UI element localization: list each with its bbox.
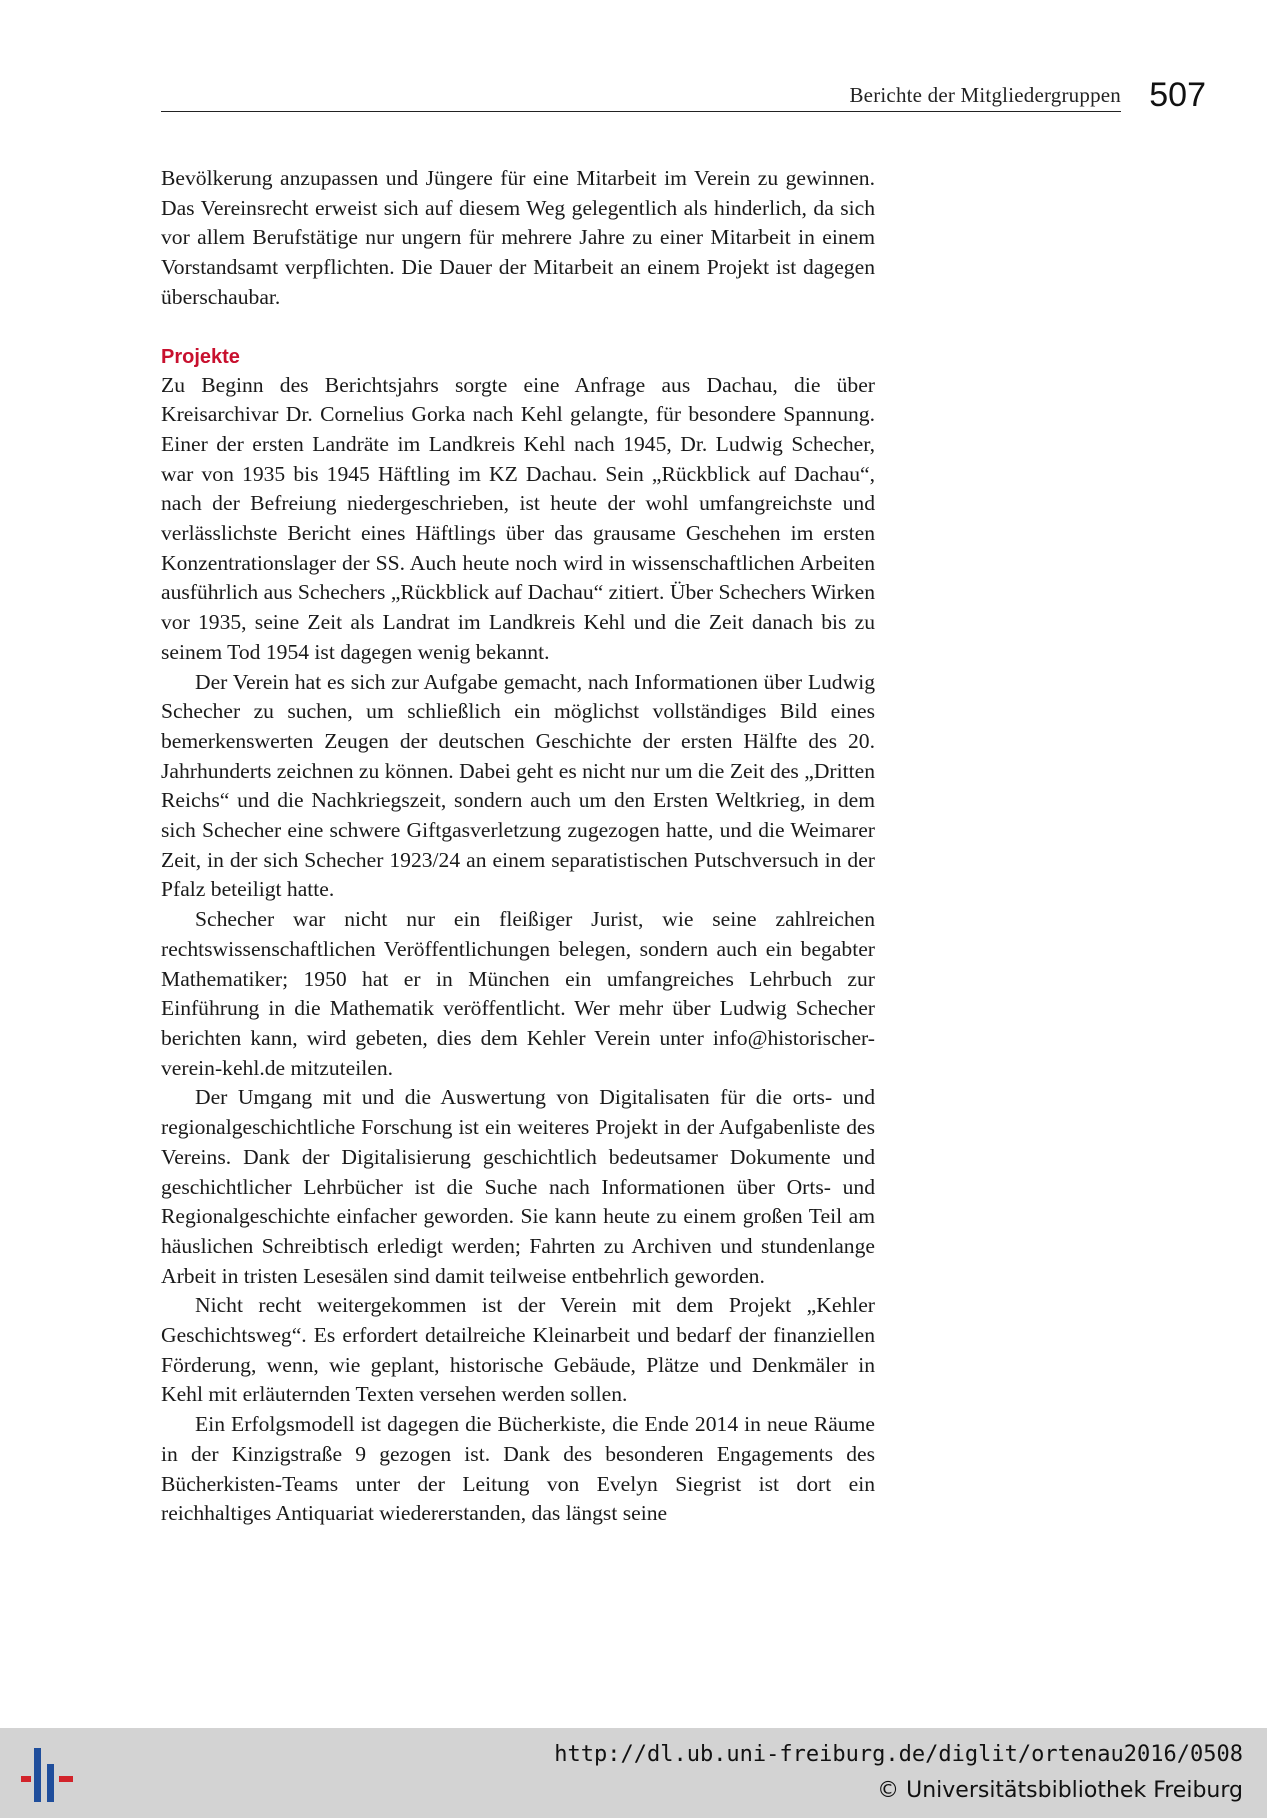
body-text (161, 164, 875, 1529)
paragraph-3: Schecher war nicht nur ein fleißiger Jurist, wie seine zahlreichen rechtswissenschaftlichen Veröffentlichungen belegen, sondern auch ein begabter Mathematiker; 1950 hat er in München ein umfangreiches Lehrbuch zur Einführung in die Mathematik veröffentlicht. Wer mehr über Ludwig Schecher berichten kann, wird gebeten, dies dem Kehler Verein unter info@historischer-verein-kehl.de mitzuteilen. (161, 907, 875, 1080)
page-header (161, 78, 1206, 118)
header-rule (161, 111, 1121, 112)
footer-bar (0, 1728, 1267, 1818)
paragraph-4: Der Umgang mit und die Auswertung von Digitalisaten für die orts- und regionalgeschichtliche Forschung ist ein weiteres Projekt in der Aufgabenliste des Vereins. Dank der Digitalisierung geschichtlich bedeutsamer Dokumente und geschichtlicher Lehrbücher ist die Suche nach Informationen über Orts- und Regionalgeschichte einfacher geworden. Sie kann heute zu einem großen Teil am häuslichen Schreibtisch erledigt werden; Fahrten zu Archiven und stundenlange Arbeit in tristen Lesesälen sind damit teilweise entbehrlich geworden. (161, 1085, 875, 1288)
footer-copyright: © Universitätsbibliothek Freiburg (877, 1778, 1243, 1803)
page-number: 507 (1149, 76, 1206, 114)
paragraph-1: Zu Beginn des Berichtsjahrs sorgte eine Anfrage aus Dachau, die über Kreisarchivar Dr. Cornelius Gorka nach Kehl gelangte, für besondere Spannung. Einer der ersten Landräte im Landkreis Kehl nach 1945, Dr. Ludwig Schecher, war von 1935 bis 1945 Häftling im KZ Dachau. Sein „Rückblick auf Dachau“, nach der Befreiung niedergeschrieben, ist heute der wohl umfangreichste und verlässlichste Bericht eines Häftlings über das grausame Geschehen im ersten Konzentrationslager der SS. Auch heute noch wird in wissenschaftlichen Arbeiten ausführlich aus Schechers „Rückblick auf Dachau“ zitiert. Über Schechers Wirken vor 1935, seine Zeit als Landrat im Landkreis Kehl und die Zeit danach bis zu seinem Tod 1954 ist dagegen wenig bekannt. (161, 372, 875, 664)
ub-freiburg-logo-icon (14, 1742, 82, 1808)
running-title: Berichte der Mitgliedergruppen (849, 83, 1121, 107)
paragraph-5: Nicht recht weitergekommen ist der Verein mit dem Projekt „Kehler Geschichtsweg“. Es erfordert detailreiche Kleinarbeit und bedarf der finanziellen Förderung, wenn, wie geplant, historische Gebäude, Plätze und Denkmäler in Kehl mit erläuternden Texten versehen werden sollen. (161, 1293, 875, 1407)
paragraph-6: Ein Erfolgsmodell ist dagegen die Bücherkiste, die Ende 2014 in neue Räume in der Kinzigstraße 9 gezogen ist. Dank des besonderen Engagements des Bücherkisten-Teams unter der Leitung von Evelyn Siegrist ist dort ein reichhaltiges Antiquariat wiedererstanden, das längst seine (161, 1412, 875, 1526)
paragraph-2: Der Verein hat es sich zur Aufgabe gemacht, nach Informationen über Ludwig Schecher zu suchen, um schließlich ein möglichst vollständiges Bild eines bemerkenswerten Zeugen der deutschen Geschichte der ersten Hälfte des 20. Jahrhunderts zeichnen zu können. Dabei geht es nicht nur um die Zeit des „Dritten Reichs“ und die Nachkriegszeit, sondern auch um den Ersten Weltkrieg, in dem sich Schecher eine schwere Giftgasverletzung zugezogen hatte, und die Weimarer Zeit, in der sich Schecher 1923/24 an einem separatistischen Putschversuch in der Pfalz beteiligt hatte. (161, 669, 875, 902)
footer-url-link[interactable]: http://dl.ub.uni-freiburg.de/diglit/ortenau2016/0508 (554, 1742, 1243, 1767)
intro-paragraph: Bevölkerung anzupassen und Jüngere für eine Mitarbeit im Verein zu gewinnen. Das Vereinsrecht erweist sich auf diesem Weg gelegentlich als hinderlich, da sich vor allem Berufstätige nur ungern für mehrere Jahre zu einer Mitarbeit in einem Vorstandsamt verpflichten. Die Dauer der Mitarbeit an einem Projekt ist dagegen überschaubar. (161, 166, 875, 309)
section-heading: Projekte (161, 345, 240, 368)
